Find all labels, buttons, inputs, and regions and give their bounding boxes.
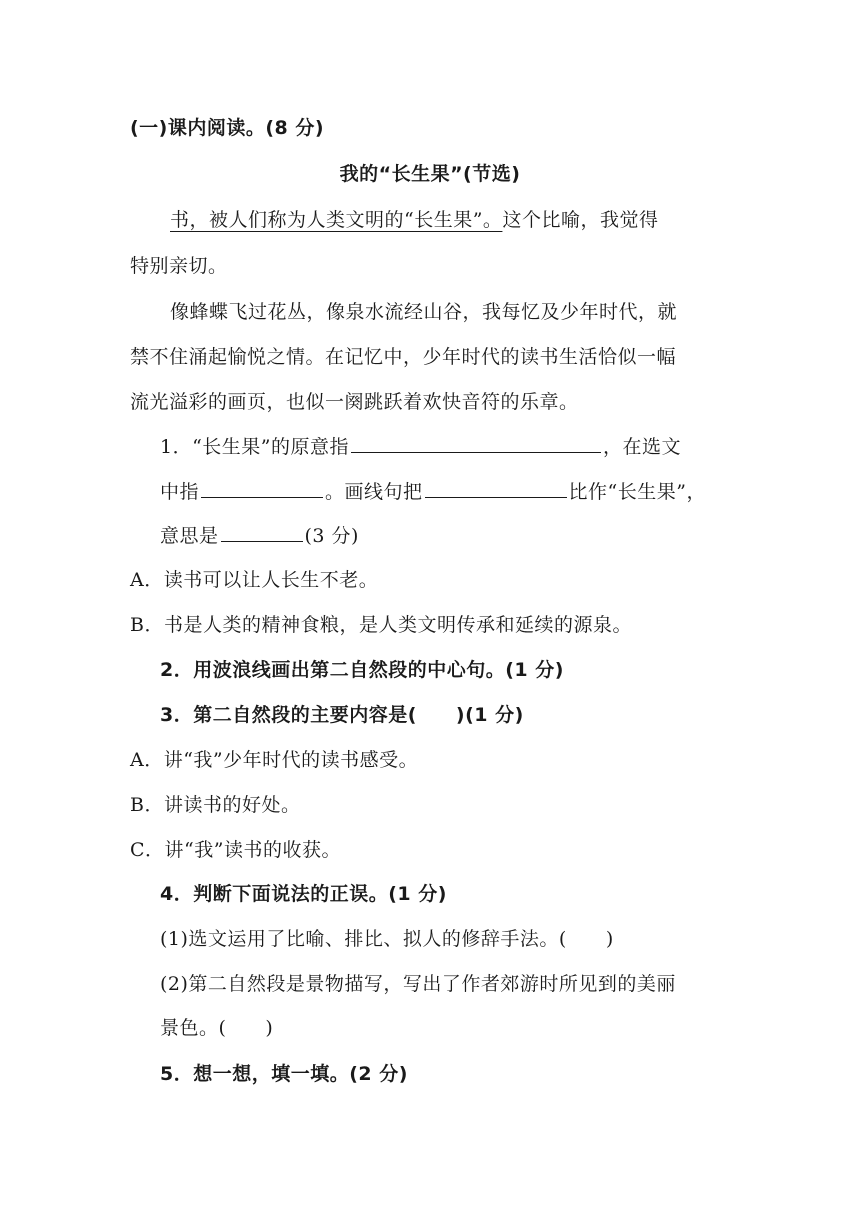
q4-item-2-line-1: (2)第二自然段是景物描写，写出了作者郊游时所见到的美丽 [160, 973, 676, 995]
section-title: (一)课内阅读。(8 分) [130, 117, 325, 139]
paragraph-2-line-3: 流光溢彩的画页，也似一阕跳跃着欢快音符的乐章。 [130, 391, 579, 413]
q1-option-a: A．读书可以让人长生不老。 [130, 569, 379, 591]
q1-option-b: B．书是人类的精神食粮，是人类文明传承和延续的源泉。 [130, 614, 632, 636]
paragraph-1-rest: 这个比喻，我觉得 [502, 209, 659, 231]
q1-text-c: 中指 [160, 481, 200, 503]
question-1-line-1 [160, 434, 681, 459]
paragraph-1-line-1 [170, 208, 658, 232]
question-2: 2．用波浪线画出第二自然段的中心句。(1 分) [160, 659, 564, 681]
q1-text-f: 意思是 [160, 525, 219, 547]
q1-text-a: 1．“长生果”的原意指 [160, 436, 350, 458]
question-5: 5．想一想，填一填。(2 分) [160, 1063, 408, 1085]
passage-title: 我的“长生果”(节选) [339, 163, 521, 185]
q1-blank-2[interactable] [201, 479, 323, 498]
q4-item-1: (1)选文运用了比喻、排比、拟人的修辞手法。( ) [160, 928, 614, 950]
q3-option-c: C．讲“我”读书的收获。 [130, 839, 341, 861]
question-1-line-3 [160, 523, 359, 548]
q1-blank-3[interactable] [425, 479, 567, 498]
question-4: 4．判断下面说法的正误。(1 分) [160, 883, 447, 905]
question-3: 3．第二自然段的主要内容是( )(1 分) [160, 704, 524, 726]
q3-option-a: A．讲“我”少年时代的读书感受。 [130, 749, 419, 771]
paragraph-1-line-2: 特别亲切。 [130, 255, 228, 277]
paragraph-2-line-1: 像蜂蝶飞过花丛，像泉水流经山谷，我每忆及少年时代，就 [170, 301, 678, 323]
paragraph-2-line-2: 禁不住涌起愉悦之情。在记忆中，少年时代的读书生活恰似一幅 [130, 346, 677, 368]
q1-text-g: (3 分) [304, 525, 359, 547]
underlined-sentence: 书，被人们称为人类文明的“长生果”。 [170, 209, 503, 231]
question-1-line-2 [160, 479, 706, 504]
q1-text-d: 。画线句把 [325, 481, 423, 503]
q1-text-b: ，在选文 [603, 436, 682, 458]
q1-text-e: 比作“长生果”， [568, 481, 706, 503]
q4-item-2-line-2: 景色。( ) [160, 1017, 274, 1039]
q1-blank-1[interactable] [351, 434, 601, 453]
q1-blank-4[interactable] [221, 523, 303, 542]
q3-option-b: B．讲读书的好处。 [130, 794, 301, 816]
